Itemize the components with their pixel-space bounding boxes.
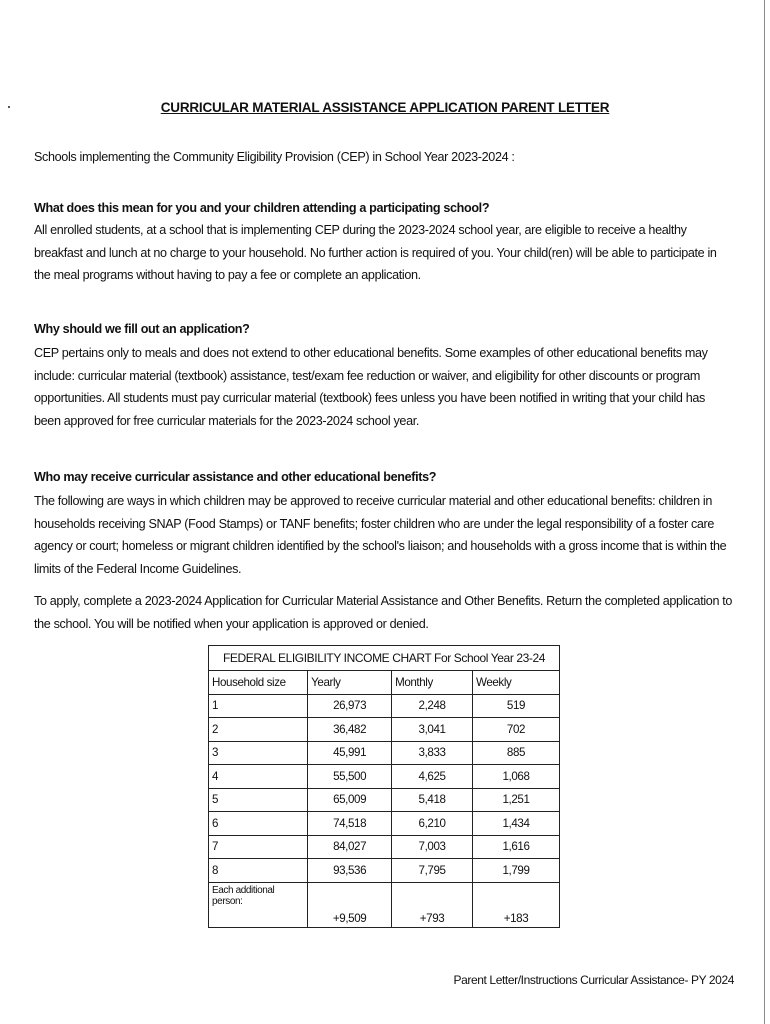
- page-footer: Parent Letter/Instructions Curricular Assistance- PY 2024: [453, 973, 734, 987]
- weekly-cell: +183: [473, 882, 560, 927]
- household-size-cell: 5: [209, 788, 308, 812]
- monthly-cell: 6,210: [392, 812, 473, 836]
- income-chart-title: FEDERAL ELIGIBILITY INCOME CHART For School Year 23-24: [209, 646, 560, 671]
- income-chart-table: [208, 645, 560, 928]
- yearly-cell: 45,991: [308, 741, 392, 765]
- monthly-cell: 5,418: [392, 788, 473, 812]
- yearly-cell: 74,518: [308, 812, 392, 836]
- yearly-cell: +9,509: [308, 882, 392, 927]
- intro-text: Schools implementing the Community Eligibility Provision (CEP) in School Year 2023-2024 :: [34, 150, 515, 164]
- table-row: [209, 718, 560, 742]
- monthly-cell: 4,625: [392, 765, 473, 789]
- household-size-cell: 2: [209, 718, 308, 742]
- weekly-cell: 1,434: [473, 812, 560, 836]
- income-chart-header-row: [209, 671, 560, 695]
- yearly-cell: 93,536: [308, 859, 392, 883]
- monthly-cell: 3,041: [392, 718, 473, 742]
- table-row: [209, 812, 560, 836]
- weekly-cell: 702: [473, 718, 560, 742]
- household-size-cell: 4: [209, 765, 308, 789]
- yearly-cell: 65,009: [308, 788, 392, 812]
- additional-person-label: Each additional person:: [209, 882, 308, 927]
- yearly-cell: 36,482: [308, 718, 392, 742]
- yearly-cell: 26,973: [308, 694, 392, 718]
- yearly-cell: 55,500: [308, 765, 392, 789]
- section-heading-why-apply: Why should we fill out an application?: [34, 322, 250, 336]
- section-heading-who-may-receive: Who may receive curricular assistance and other educational benefits?: [34, 470, 437, 484]
- weekly-cell: 885: [473, 741, 560, 765]
- household-size-cell: 8: [209, 859, 308, 883]
- monthly-cell: +793: [392, 882, 473, 927]
- table-row: [209, 694, 560, 718]
- household-size-cell: 7: [209, 835, 308, 859]
- weekly-cell: 519: [473, 694, 560, 718]
- weekly-cell: 1,251: [473, 788, 560, 812]
- section-body-meaning: All enrolled students, at a school that is implementing CEP during the 2023-2024 school year, are eligible to receive a healthy breakfast and lunch at no charge to your household. No further action is required of you. Your child(ren) will be able to participate in the meal programs without having to pay a fee or complete an application.: [34, 223, 717, 282]
- income-chart-title-row: [209, 646, 560, 671]
- letter-title: CURRICULAR MATERIAL ASSISTANCE APPLICATION PARENT LETTER: [160, 100, 610, 115]
- monthly-cell: 3,833: [392, 741, 473, 765]
- section-body-why-apply: CEP pertains only to meals and does not extend to other educational benefits. Some examples of other educational benefits may include: curricular material (textbook) assistance, test/exam fee reduction or waiver, and eligibility for other discounts or program opportunities. All students must pay curricular material (textbook) fees unless you have been notified in writing that your child has been approved for free curricular materials for the 2023-2024 school year.: [34, 346, 708, 428]
- apply-instructions: To apply, complete a 2023-2024 Application for Curricular Material Assistance and Other Benefits. Return the completed application to the school. You will be notified when your application is approved or denied.: [34, 594, 733, 631]
- monthly-cell: 7,795: [392, 859, 473, 883]
- weekly-cell: 1,068: [473, 765, 560, 789]
- household-size-cell: 1: [209, 694, 308, 718]
- weekly-cell: 1,616: [473, 835, 560, 859]
- table-row: [209, 765, 560, 789]
- table-row: [209, 859, 560, 883]
- column-header-monthly: Monthly: [392, 671, 473, 695]
- household-size-cell: 6: [209, 812, 308, 836]
- household-size-cell: 3: [209, 741, 308, 765]
- weekly-cell: 1,799: [473, 859, 560, 883]
- section-heading-meaning: What does this mean for you and your children attending a participating school?: [34, 201, 490, 215]
- yearly-cell: 84,027: [308, 835, 392, 859]
- scan-edge-line: [764, 0, 765, 1024]
- monthly-cell: 2,248: [392, 694, 473, 718]
- table-row: [209, 741, 560, 765]
- additional-person-row: [209, 882, 560, 927]
- column-header-household-size: Household size: [209, 671, 308, 695]
- column-header-yearly: Yearly: [308, 671, 392, 695]
- table-row: [209, 835, 560, 859]
- column-header-weekly: Weekly: [473, 671, 560, 695]
- section-body-who-may-receive: The following are ways in which children may be approved to receive curricular material and other educational benefits: children in households receiving SNAP (Food Stamps) or TANF benefits; foster children who are under the legal responsibility of a foster care agency or court; homeless or migrant children identified by the school's liaison; and households with a gross income that is within the limits of the Federal Income Guidelines.: [34, 494, 727, 576]
- monthly-cell: 7,003: [392, 835, 473, 859]
- table-row: [209, 788, 560, 812]
